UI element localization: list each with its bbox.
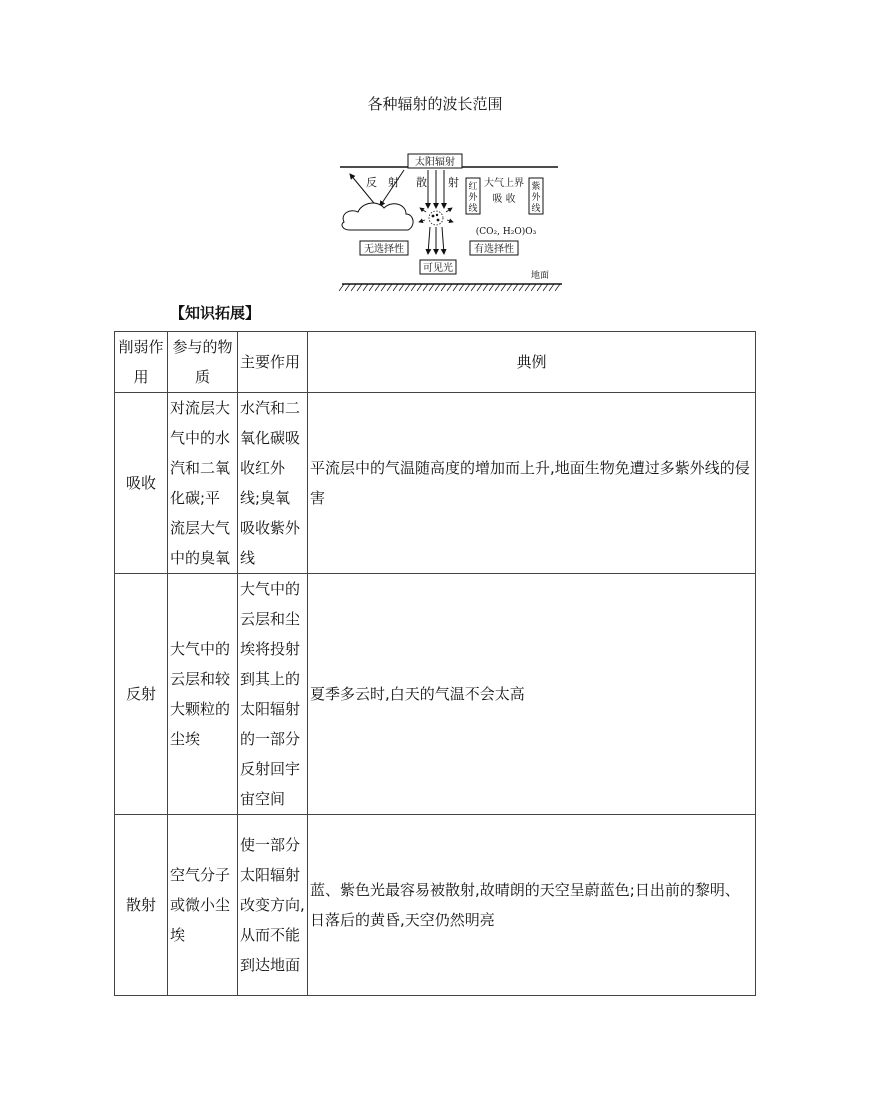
reflect-label-1: 反 bbox=[366, 176, 377, 189]
scatter-particles-icon bbox=[419, 208, 453, 225]
scatter-label-1: 散 bbox=[416, 176, 427, 189]
non-selective-label: 无选择性 bbox=[364, 244, 404, 255]
cell-effect: 散射 bbox=[115, 815, 168, 996]
cell-example: 夏季多云时,白天的气温不会太高 bbox=[308, 574, 756, 815]
cell-role: 大气中的云层和尘埃将投射到其上的太阳辐射的一部分反射回宇宙空间 bbox=[238, 574, 308, 815]
knowledge-table bbox=[114, 331, 756, 996]
header-role: 主要作用 bbox=[238, 332, 308, 393]
cloud-icon bbox=[342, 203, 413, 230]
cell-effect: 吸收 bbox=[115, 393, 168, 574]
cell-substance: 大气中的云层和较大颗粒的尘埃 bbox=[168, 574, 238, 815]
selective-label: 有选择性 bbox=[474, 244, 514, 255]
ground-label: 地面 bbox=[530, 271, 550, 281]
scatter-label-2: 射 bbox=[448, 176, 459, 189]
ultraviolet-label-1: 紫 bbox=[531, 182, 541, 192]
header-substance: 参与的物质 bbox=[168, 332, 238, 393]
solar-radiation-label: 太阳辐射 bbox=[415, 157, 455, 168]
header-example: 典例 bbox=[308, 332, 756, 393]
cell-example: 平流层中的气温随高度的增加而上升,地面生物免遭过多紫外线的侵害 bbox=[308, 393, 756, 574]
ultraviolet-label-3: 线 bbox=[531, 204, 541, 214]
section-title: 【知识拓展】 bbox=[170, 304, 261, 322]
cell-effect: 反射 bbox=[115, 574, 168, 815]
ultraviolet-label-2: 外 bbox=[531, 193, 541, 203]
table-row bbox=[115, 393, 756, 574]
upper-atmosphere-label: 大气上界 bbox=[484, 178, 524, 189]
infrared-label-1: 红 bbox=[468, 182, 478, 192]
table-row bbox=[115, 574, 756, 815]
cell-role: 水汽和二氧化碳吸收红外线;臭氧吸收紫外线 bbox=[238, 393, 308, 574]
absorbers-label: (CO₂, H₂O)O₃ bbox=[475, 227, 537, 237]
atmosphere-radiation-diagram bbox=[336, 150, 566, 295]
reflect-label-2: 射 bbox=[388, 176, 399, 189]
cell-example: 蓝、紫色光最容易被散射,故晴朗的天空呈蔚蓝色;日出前的黎明、日落后的黄昏,天空仍然明亮 bbox=[308, 815, 756, 996]
visible-arrow-3 bbox=[442, 227, 444, 254]
infrared-label-3: 线 bbox=[468, 204, 478, 214]
table-header-row bbox=[115, 332, 756, 393]
absorption-label: 吸 收 bbox=[492, 194, 516, 205]
figure-title: 各种辐射的波长范围 bbox=[367, 95, 503, 113]
visible-arrow-1 bbox=[428, 227, 430, 254]
cell-role: 使一部分太阳辐射改变方向,从而不能到达地面 bbox=[238, 815, 308, 996]
cell-substance: 空气分子或微小尘埃 bbox=[168, 815, 238, 996]
infrared-label-2: 外 bbox=[468, 193, 478, 203]
visible-light-label: 可见光 bbox=[423, 263, 453, 274]
ground-hatching bbox=[339, 284, 560, 291]
header-effect: 削弱作用 bbox=[115, 332, 168, 393]
table-row bbox=[115, 815, 756, 996]
cell-substance: 对流层大气中的水汽和二氧化碳;平流层大气中的臭氧 bbox=[168, 393, 238, 574]
